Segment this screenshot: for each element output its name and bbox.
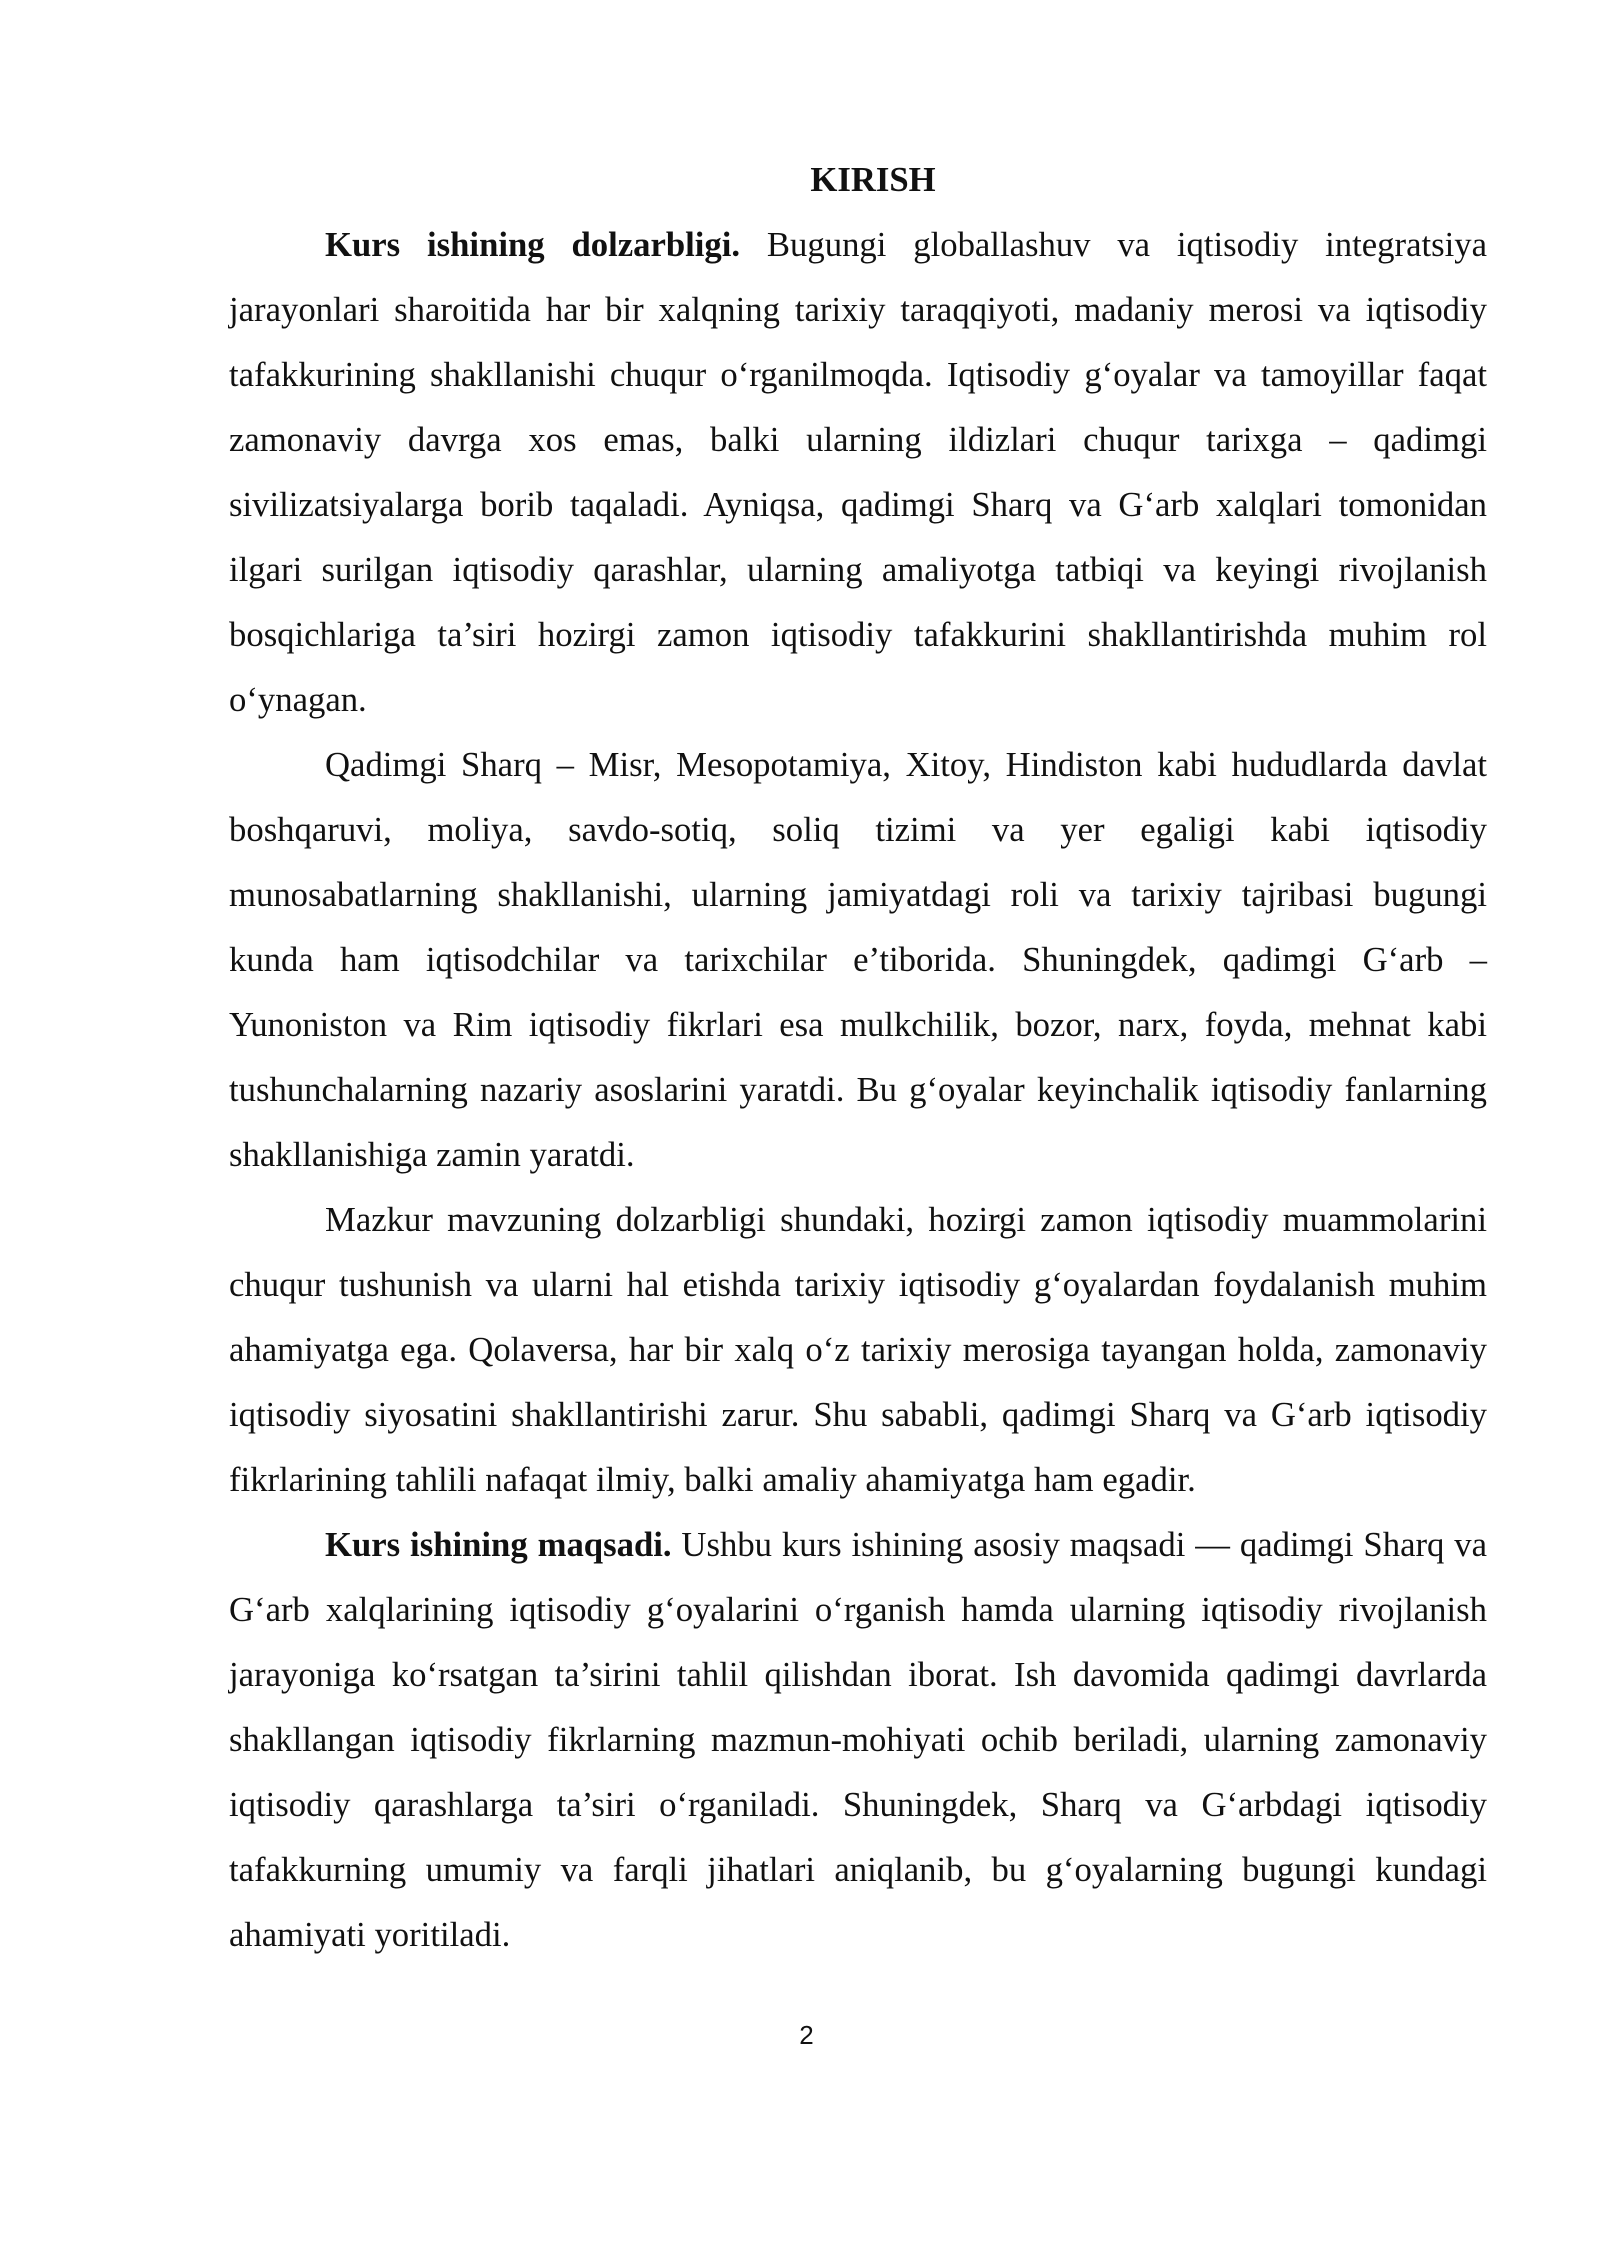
page-number: 2 — [799, 2020, 814, 2050]
page-content — [229, 147, 1487, 1967]
paragraph-goal — [229, 1512, 1487, 1967]
paragraph-lead-goal: Kurs ishining maqsadi. — [325, 1525, 672, 1564]
paragraph-relevance — [229, 212, 1487, 732]
page-title: KIRISH — [810, 160, 936, 199]
paragraph-text: Mazkur mavzuning dolzarbligi shundaki, hozirgi zamon iqtisodiy muammolarini chuqur tushunish va ularni hal etishda tarixiy iqtisodiy g‘oyalardan foydalanish muhim ahamiyatga ega. Qolaversa, har bir xalq o‘z tarixiy merosiga tayangan holda, zamonaviy iqtisodiy siyosatini shakllantirishi zarur. Shu sababli, qadimgi Sharq va G‘arb iqtisodiy fikrlarining tahlili nafaqat ilmiy, balki amaliy ahamiyatga ham egadir. — [229, 1200, 1487, 1499]
paragraph-topic-relevance — [229, 1187, 1487, 1512]
paragraph-text: Qadimgi Sharq – Misr, Mesopotamiya, Xitoy, Hindiston kabi hududlarda davlat boshqaruvi, moliya, savdo-sotiq, soliq tizimi va yer egaligi kabi iqtisodiy munosabatlarning shakllanishi, ularning jamiyatdagi roli va tarixiy tajribasi bugungi kunda ham iqtisodchilar va tarixchilar e’tiborida. Shuningdek, qadimgi G‘arb – Yunoniston va Rim iqtisodiy fikrlari esa mulkchilik, bozor, narx, foyda, mehnat kabi tushunchalarning nazariy asoslarini yaratdi. Bu g‘oyalar keyinchalik iqtisodiy fanlarning shakllanishiga zamin yaratdi. — [229, 745, 1487, 1174]
paragraph-text: Ushbu kurs ishining asosiy maqsadi — qadimgi Sharq va G‘arb xalqlarining iqtisodiy g‘oyalarini o‘rganish hamda ularning iqtisodiy rivojlanish jarayoniga ko‘rsatgan ta’sirini tahlil qilishdan iborat. Ish davomida qadimgi davrlarda shakllangan iqtisodiy fikrlarning mazmun-mohiyati ochib beriladi, ularning zamonaviy iqtisodiy qarashlarga ta’siri o‘rganiladi. Shuningdek, Sharq va G‘arbdagi iqtisodiy tafakkurning umumiy va farqli jihatlari aniqlanib, bu g‘oyalarning bugungi kundagi ahamiyati yoritiladi. — [229, 1525, 1487, 1954]
paragraph-ancient-east — [229, 732, 1487, 1187]
paragraph-text: Bugungi globallashuv va iqtisodiy integratsiya jarayonlari sharoitida har bir xalqning tarixiy taraqqiyoti, madaniy merosi va iqtisodiy tafakkurining shakllanishi chuqur o‘rganilmoqda. Iqtisodiy g‘oyalar va tamoyillar faqat zamonaviy davrga xos emas, balki ularning ildizlari chuqur tarixga – qadimgi sivilizatsiyalarga borib taqaladi. Ayniqsa, qadimgi Sharq va G‘arb xalqlari tomonidan ilgari surilgan iqtisodiy qarashlar, ularning amaliyotga tatbiqi va keyingi rivojlanish bosqichlariga ta’siri hozirgi zamon iqtisodiy tafakkurini shakllantirishda muhim rol o‘ynagan. — [229, 225, 1487, 719]
paragraph-lead-relevance: Kurs ishining dolzarbligi. — [325, 225, 741, 264]
